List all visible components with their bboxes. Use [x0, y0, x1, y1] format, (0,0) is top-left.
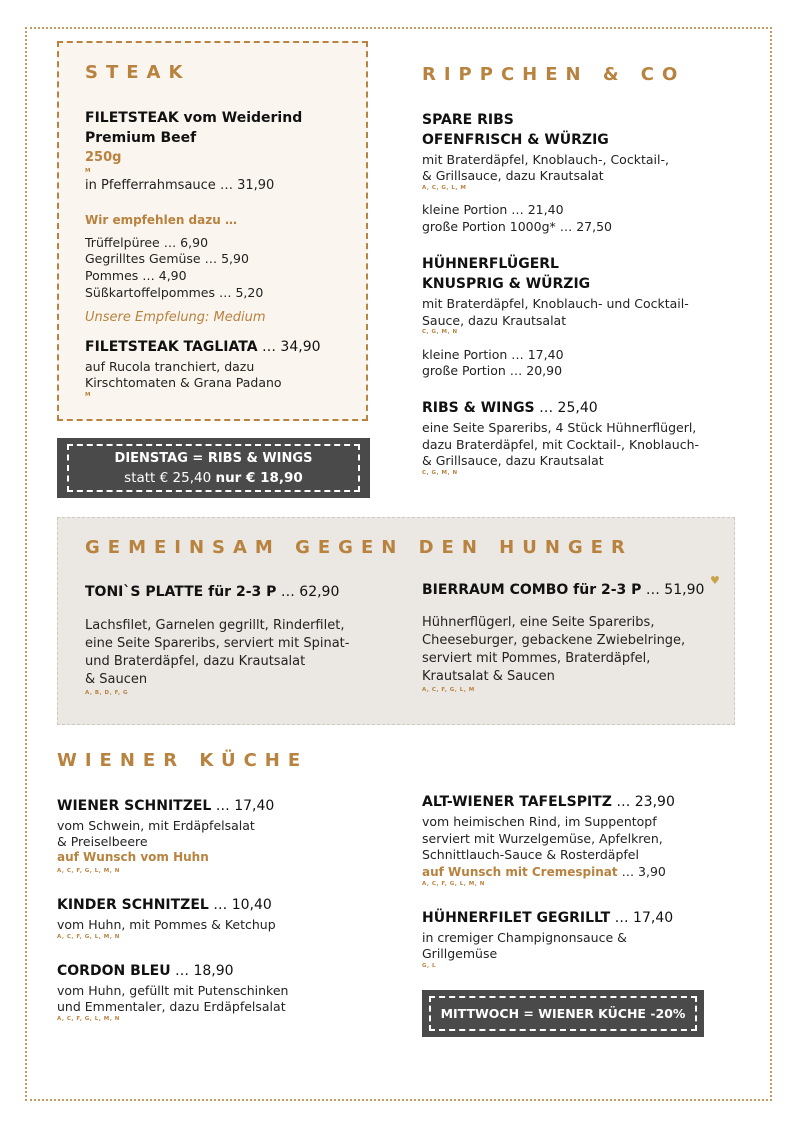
gemeinsam-section-title: GEMEINSAM GEGEN DEN HUNGER: [85, 537, 633, 558]
bierraum-combo-title: [422, 580, 704, 600]
kinder-schnitzel-desc-line1: vom Huhn, mit Pommes & Ketchup: [57, 917, 276, 932]
spareribs-allergen: A, C, G, L, M: [422, 185, 467, 191]
huehnerfilet-allergen: G, L: [422, 963, 437, 969]
wings-portion-large: große Portion … 20,90: [422, 363, 563, 378]
filetsteak-name-line1: FILETSTEAK vom Weiderind: [85, 110, 303, 126]
wings-portion-small: kleine Portion … 17,40: [422, 347, 564, 362]
wings-desc-line2: Sauce, dazu Krautsalat: [422, 313, 567, 328]
tonis-platte-price: … 62,90: [276, 584, 340, 600]
tagliata-name: FILETSTEAK TAGLIATA: [85, 339, 258, 355]
wiener-schnitzel-price: … 17,40: [211, 798, 275, 814]
tafelspitz-allergen: A, C, F, G, L, M, N: [422, 881, 485, 887]
tuesday-promo-banner: [57, 438, 370, 498]
steak-section-title: STEAK: [85, 62, 191, 83]
ribswings-title: [422, 398, 598, 418]
ribswings-name: RIBS & WINGS: [422, 400, 535, 416]
spareribs-name-line2: OFENFRISCH & WÜRZIG: [422, 132, 609, 148]
tafelspitz-title: [422, 792, 675, 812]
spareribs-desc-line1: mit Braterdäpfel, Knoblauch-, Cocktail-,: [422, 152, 669, 167]
tagliata-desc-line2: Kirschtomaten & Grana Padano: [85, 375, 282, 390]
ribswings-desc-line2: dazu Braterdäpfel, mit Cocktail-, Knoblauch-: [422, 437, 700, 452]
ribswings-allergen: C, G, M, N: [422, 470, 458, 476]
cordon-bleu-desc-line1: vom Huhn, gefüllt mit Putenschinken: [57, 983, 289, 998]
tonis-platte-allergen: A, B, D, F, G: [85, 690, 129, 696]
ribswings-desc-line3: & Grillsauce, dazu Krautsalat: [422, 453, 604, 468]
huehnerfilet-title: [422, 908, 673, 928]
bierraum-combo-name: BIERRAUM COMBO für 2-3 P: [422, 582, 642, 598]
tuesday-promo-old-price: statt € 25,40: [124, 470, 216, 486]
filetsteak-weight: 250g: [85, 150, 122, 165]
tuesday-promo-line2: [57, 470, 370, 486]
recommendation-note: Unsere Empfelung: Medium: [85, 310, 266, 325]
bierraum-combo-desc-line2: Cheeseburger, gebackene Zwiebelringe,: [422, 633, 686, 648]
wiener-schnitzel-option: auf Wunsch vom Huhn: [57, 850, 209, 864]
recommend-title: Wir empfehlen dazu …: [85, 213, 237, 227]
bierraum-combo-desc-line4: Krautsalat & Saucen: [422, 669, 555, 684]
bierraum-combo-price: … 51,90: [641, 582, 705, 598]
cordon-bleu-price: … 18,90: [170, 963, 234, 979]
side-item: Trüffelpüree … 6,90: [85, 235, 209, 250]
tonis-platte-desc-line2: eine Seite Spareribs, serviert mit Spinat-: [85, 636, 350, 651]
wings-allergen: C, G, M, N: [422, 329, 458, 335]
huehnerfilet-desc-line2: Grillgemüse: [422, 946, 498, 961]
huehnerfilet-desc-line1: in cremiger Champignonsauce &: [422, 930, 627, 945]
kinder-schnitzel-allergen: A, C, F, G, L, M, N: [57, 934, 120, 940]
tonis-platte-title: [85, 582, 339, 602]
tonis-platte-desc-line3: und Braterdäpfel, dazu Krautsalat: [85, 654, 306, 669]
spareribs-desc-line2: & Grillsauce, dazu Krautsalat: [422, 168, 604, 183]
filetsteak-allergen: M: [85, 168, 91, 174]
wings-desc-line1: mit Braterdäpfel, Knoblauch- und Cocktail-: [422, 296, 689, 311]
wiener-schnitzel-allergen: A, C, F, G, L, M, N: [57, 868, 120, 874]
tafelspitz-desc-line3: Schnittlauch-Sauce & Rosterdäpfel: [422, 847, 639, 862]
tonis-platte-desc-line1: Lachsfilet, Garnelen gegrillt, Rinderfilet,: [85, 618, 345, 633]
bierraum-combo-desc-line1: Hühnerflügerl, eine Seite Spareribs,: [422, 615, 655, 630]
huehnerfilet-price: … 17,40: [610, 910, 674, 926]
wiener-schnitzel-desc-line1: vom Schwein, mit Erdäpfelsalat: [57, 818, 255, 833]
tuesday-promo-line1: DIENSTAG = RIBS & WINGS: [114, 451, 313, 466]
wiener-schnitzel-title: [57, 796, 274, 816]
wednesday-promo-text: MITTWOCH = WIENER KÜCHE -20%: [440, 1006, 686, 1021]
kinder-schnitzel-title: [57, 895, 272, 915]
bierraum-combo-desc-line3: serviert mit Pommes, Braterdäpfel,: [422, 651, 651, 666]
cordon-bleu-title: [57, 961, 234, 981]
ribswings-price: … 25,40: [534, 400, 598, 416]
wiener-section-title: WIENER KÜCHE: [57, 750, 309, 771]
heart-icon: ♥: [710, 574, 720, 587]
tagliata-price: … 34,90: [257, 339, 321, 355]
spareribs-name-line1: SPARE RIBS: [422, 112, 514, 128]
bierraum-combo-allergen: A, C, F, G, L, M: [422, 687, 475, 693]
spareribs-portion-large: große Portion 1000g* … 27,50: [422, 219, 613, 234]
cordon-bleu-allergen: A, C, F, G, L, M, N: [57, 1016, 120, 1022]
wings-name-line2: KNUSPRIG & WÜRZIG: [422, 276, 591, 292]
rippchen-section-title: RIPPCHEN & CO: [422, 64, 686, 85]
wiener-schnitzel-desc-line2: & Preiselbeere: [57, 834, 148, 849]
tafelspitz-price: … 23,90: [611, 794, 675, 810]
wings-name-line1: HÜHNERFLÜGERL: [422, 256, 559, 272]
tafelspitz-desc-line2: serviert mit Wurzelgemüse, Apfelkren,: [422, 831, 663, 846]
tafelspitz-option-line: [422, 863, 666, 881]
wiener-schnitzel-name: WIENER SCHNITZEL: [57, 798, 212, 814]
tafelspitz-option: auf Wunsch mit Cremespinat: [422, 865, 618, 879]
tagliata-desc-line1: auf Rucola tranchiert, dazu: [85, 359, 255, 374]
filetsteak-desc: in Pfefferrahmsauce … 31,90: [85, 178, 275, 193]
tonis-platte-name: TONI`S PLATTE für 2-3 P: [85, 584, 277, 600]
cordon-bleu-desc-line2: und Emmentaler, dazu Erdäpfelsalat: [57, 999, 286, 1014]
wednesday-promo-banner: [422, 990, 704, 1037]
tafelspitz-option-price: … 3,90: [617, 864, 666, 879]
tafelspitz-desc-line1: vom heimischen Rind, im Suppentopf: [422, 814, 657, 829]
huehnerfilet-name: HÜHNERFILET GEGRILLT: [422, 910, 611, 926]
side-item: Pommes … 4,90: [85, 268, 187, 283]
side-item: Gegrilltes Gemüse … 5,90: [85, 251, 249, 266]
tafelspitz-name: ALT-WIENER TAFELSPITZ: [422, 794, 612, 810]
cordon-bleu-name: CORDON BLEU: [57, 963, 171, 979]
ribswings-desc-line1: eine Seite Spareribs, 4 Stück Hühnerflügerl,: [422, 420, 697, 435]
side-item: Süßkartoffelpommes … 5,20: [85, 285, 264, 300]
tagliata-title: [85, 337, 321, 357]
filetsteak-name-line2: Premium Beef: [85, 130, 197, 146]
tagliata-allergen: M: [85, 392, 91, 398]
spareribs-portion-small: kleine Portion … 21,40: [422, 202, 564, 217]
kinder-schnitzel-name: KINDER SCHNITZEL: [57, 897, 209, 913]
kinder-schnitzel-price: … 10,40: [208, 897, 272, 913]
tonis-platte-desc-line4: & Saucen: [85, 672, 148, 687]
tuesday-promo-new-price: nur € 18,90: [215, 470, 303, 486]
